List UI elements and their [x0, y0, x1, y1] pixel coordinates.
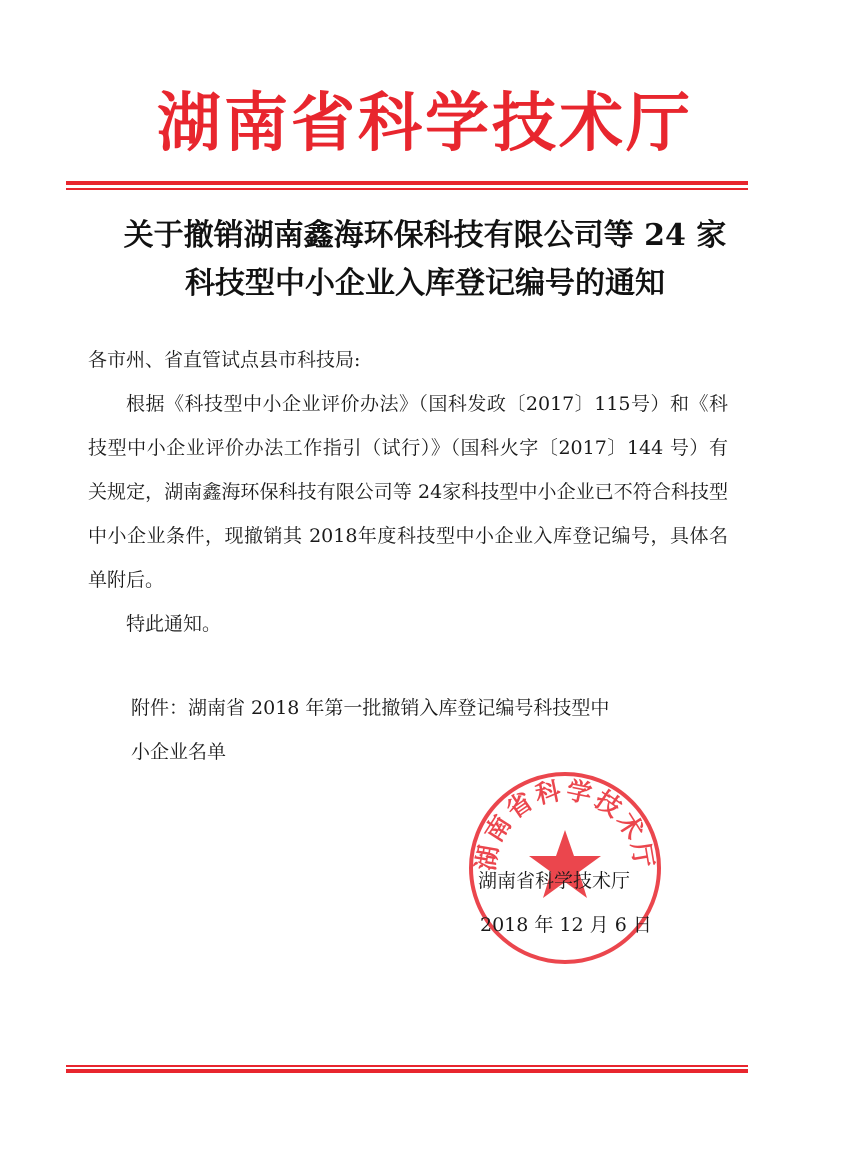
seal-text: 湖南省科学技术厅: [470, 775, 660, 873]
body-paragraph-2: 特此通知。: [126, 613, 222, 635]
notice-title-line-1: 关于撤销湖南鑫海环保科技有限公司等 24 家: [123, 218, 727, 253]
signature-org: 湖南省科学技术厅: [478, 870, 631, 892]
notice-title-line-2: 科技型中小企业入库登记编号的通知: [185, 266, 665, 301]
attachment-line-2: 小企业名单: [131, 741, 227, 763]
masthead-rule-thin: [66, 188, 748, 190]
masthead-title: 湖南省科学技术厅: [157, 87, 693, 161]
footer-rule-thin: [66, 1065, 748, 1067]
masthead-rule-thick: [66, 181, 748, 185]
signature-date: 2018 年 12 月 6 日: [480, 914, 652, 936]
attachment-line-1: 附件：湖南省 2018 年第一批撤销入库登记编号科技型中: [131, 697, 610, 719]
notice-body: [88, 338, 728, 646]
footer-rule-thick: [66, 1069, 748, 1073]
salutation: 各市州、省直管试点县市科技局:: [88, 349, 361, 371]
notice-title: [0, 212, 850, 308]
body-paragraph-1: 根据《科技型中小企业评价办法》（国科发政〔2017〕115号）和《科技型中小企业评价办法工作指引（试行）》（国科火字〔2017〕144 号）有关规定，湖南鑫海环保科技有限公司等 24家科技型中小企业已不符合科技型中小企业条件，现撤销其 2018年度科技型中小企业入库登记编号，具体名单附后。: [88, 393, 728, 591]
